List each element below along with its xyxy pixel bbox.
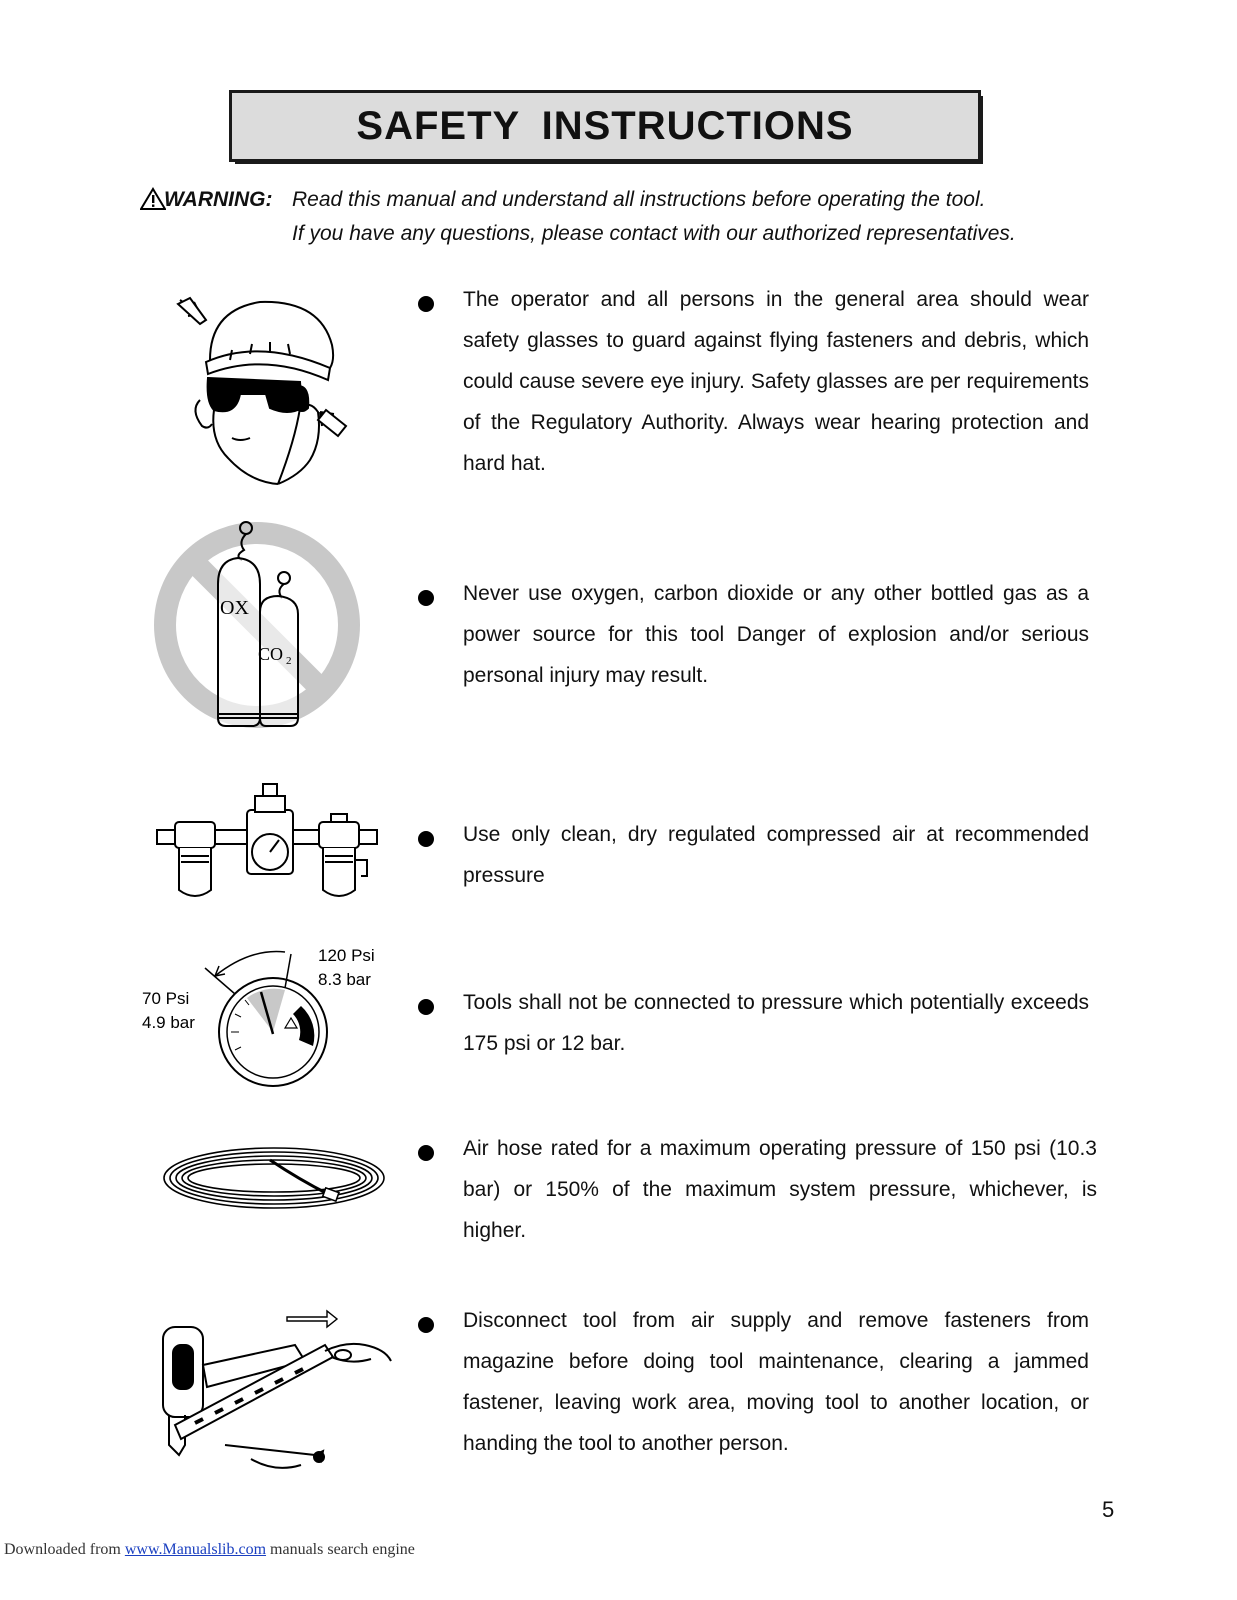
bullet-text-air-hose: Air hose rated for a maximum operating pressure of 150 psi (10.3 bar) or 150% of the maximum system pressure, whichever, is higher. (463, 1137, 1097, 1242)
air-hose-illustration (160, 1140, 392, 1215)
nailer-disconnect-illustration (155, 1305, 400, 1475)
gas-label-co2: CO (258, 644, 284, 664)
manualslib-link[interactable]: www.Manualslib.com (124, 1541, 267, 1558)
gauge-high-bar: 8.3 bar (318, 970, 371, 989)
pressure-gauge-illustration (135, 940, 390, 1090)
gas-label-co2-subscript: 2 (286, 655, 292, 667)
warning-label: WARNING: (164, 188, 273, 211)
bullet-dot (418, 590, 434, 606)
safety-glasses-hardhat-illustration (170, 290, 350, 495)
page-number: 5 (1102, 1497, 1115, 1522)
warning-triangle-icon (140, 187, 166, 211)
bullet-text-max-pressure: Tools shall not be connected to pressure which potentially exceeds 175 psi or 12 bar. (463, 991, 1089, 1055)
gauge-high-psi: 120 Psi (318, 946, 375, 965)
footer-suffix: manuals search engine (266, 1541, 415, 1558)
bullet-dot (418, 831, 434, 847)
gas-label-ox: OX (220, 597, 249, 619)
gauge-low-psi: 70 Psi (142, 989, 190, 1008)
bullet-dot (418, 1145, 434, 1161)
air-regulator-illustration (155, 780, 380, 905)
page-title: SAFETY INSTRUCTIONS (356, 103, 854, 148)
title-box (229, 90, 981, 162)
bullet-text-bottled-gas: Never use oxygen, carbon dioxide or any other bottled gas as a power source for this tool Danger of explosion and/or serious personal injury may result. (463, 582, 1089, 687)
bullet-text-disconnect-tool: Disconnect tool from air supply and remove fasteners from magazine before doing tool maintenance, clearing a jammed fastener, leaving work area, moving tool to another location, or handing the tool to another person. (463, 1309, 1089, 1455)
bullet-text-safety-glasses: The operator and all persons in the general area should wear safety glasses to guard against flying fasteners and debris, which could cause severe eye injury. Safety glasses are per requirements of the Regulatory Authority. Always wear hearing protection and hard hat. (463, 288, 1089, 475)
warning-line-1: Read this manual and understand all instructions before operating the tool. (292, 188, 986, 211)
bullet-dot (418, 1317, 434, 1333)
footer-prefix: Downloaded from (4, 1541, 125, 1558)
bullet-dot (418, 296, 434, 312)
no-bottled-gas-illustration (150, 518, 365, 733)
bullet-dot (418, 999, 434, 1015)
gauge-low-bar: 4.9 bar (142, 1013, 195, 1032)
bullet-text-clean-air: Use only clean, dry regulated compressed air at recommended pressure (463, 823, 1089, 887)
title-banner (229, 90, 981, 162)
warning-line-2: If you have any questions, please contact with our authorized representatives. (292, 222, 1016, 245)
download-footer (4, 1541, 415, 1559)
